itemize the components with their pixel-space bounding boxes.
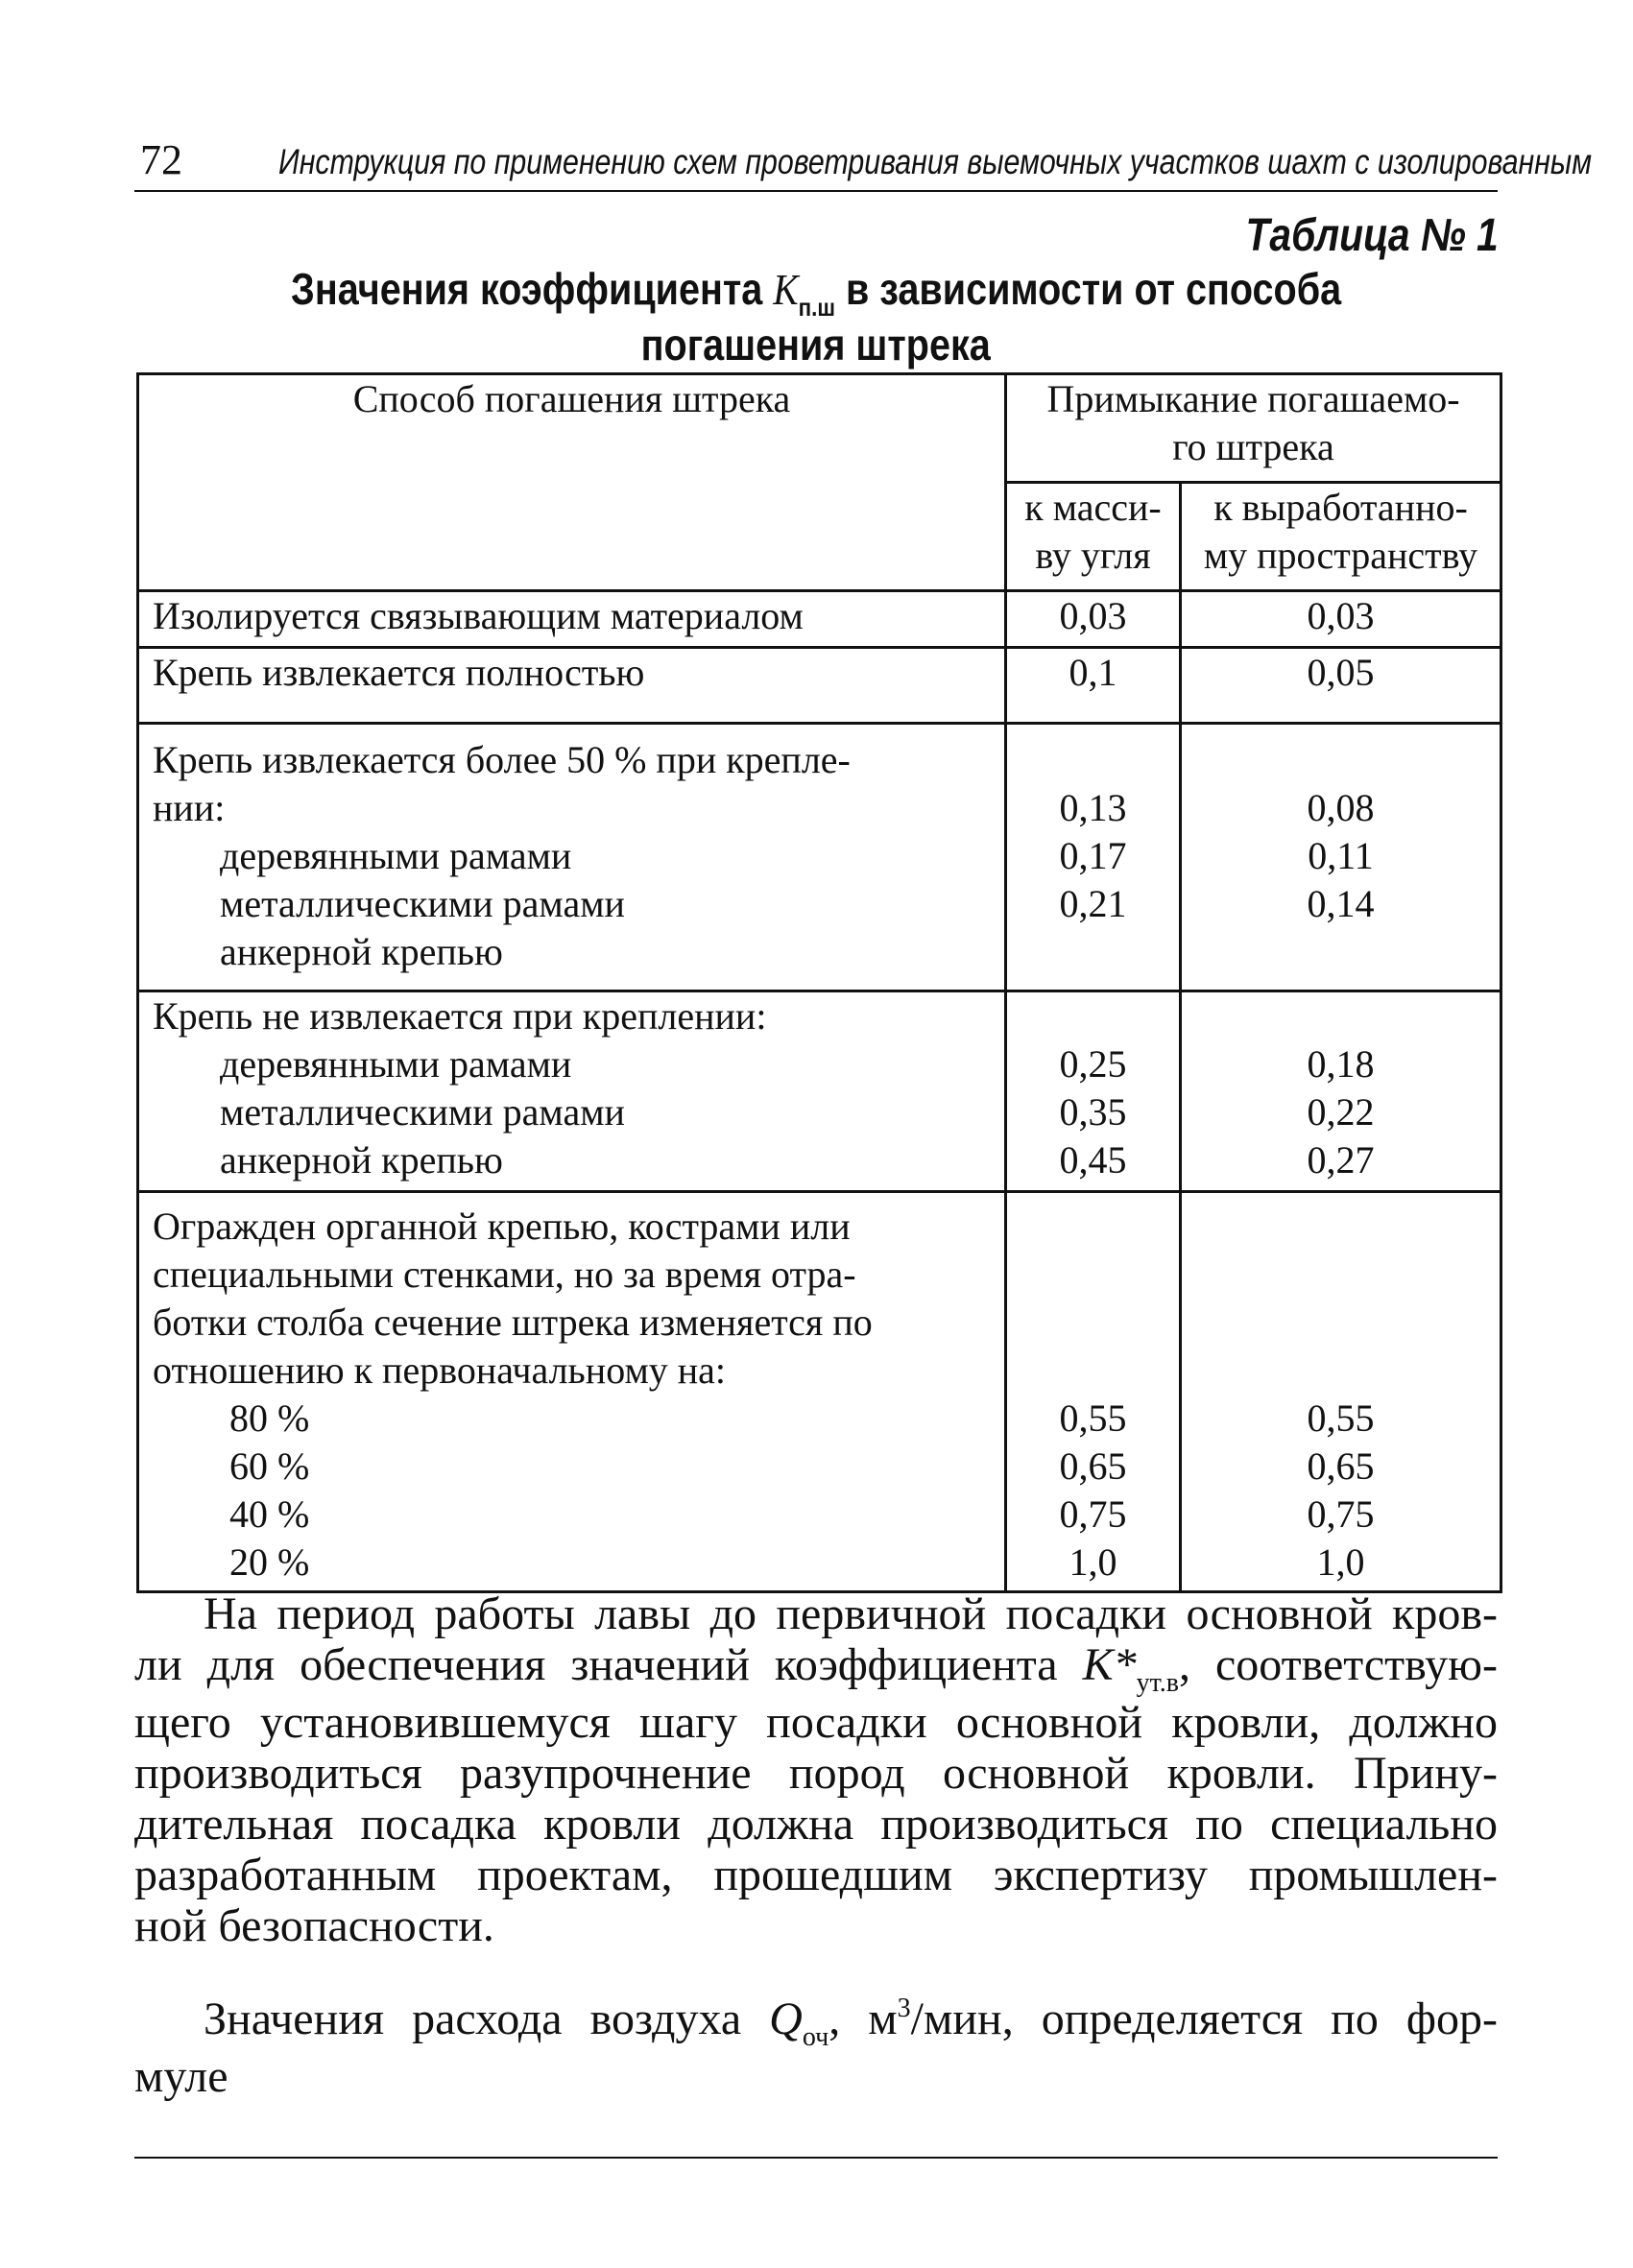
value: 1,0	[1069, 1540, 1117, 1584]
coefficient-subscript: п.ш	[798, 293, 835, 322]
airflow-subscript: оч	[802, 2022, 829, 2052]
paragraph-text: , соответствую-	[1178, 1639, 1499, 1690]
value: 1,0	[1316, 1540, 1365, 1584]
method-line: отношению к первоначальному на:	[153, 1349, 727, 1392]
method-cell	[138, 1192, 1006, 1592]
value: 0,13	[1059, 786, 1127, 829]
paragraph-text: , м	[829, 1993, 898, 2044]
paragraph-line: производиться разупрочнение пород основной кровли. Прину-	[134, 1748, 1498, 1799]
value: 0,05	[1307, 651, 1375, 694]
value: 0,11	[1308, 834, 1374, 877]
header-method	[138, 374, 1006, 591]
value: 0,45	[1059, 1138, 1127, 1182]
value: 0,35	[1059, 1090, 1127, 1134]
method-line: Крепь не извлекается при креплении:	[153, 994, 767, 1038]
table-header-row	[138, 374, 1501, 483]
caption-text-pre: Значения коэффициента	[290, 264, 763, 314]
paragraph-line	[134, 1639, 1498, 1697]
table-row	[138, 991, 1501, 1192]
worked-cell	[1181, 724, 1501, 991]
running-header-title: Инструкция по применению схем проветривания выемочных участков шахт с изолированным	[278, 142, 1593, 181]
coefficient-subscript: ут.в	[1136, 1668, 1179, 1698]
table-label: Таблица № 1	[1245, 210, 1499, 261]
header-massif-line1: к масси-	[1024, 486, 1162, 529]
unit-superscript: 3	[897, 1993, 911, 2023]
value: 0,18	[1307, 1042, 1375, 1086]
worked-cell	[1181, 591, 1501, 648]
value: 0,65	[1059, 1444, 1127, 1488]
header-massif	[1006, 483, 1181, 591]
paragraph-line: ной безопасности.	[134, 1900, 494, 1951]
value: 0,1	[1069, 651, 1117, 694]
worked-cell	[1181, 1192, 1501, 1592]
method-line: Крепь извлекается более 50 % при крепле-	[153, 738, 851, 781]
value: 0,27	[1307, 1138, 1375, 1182]
paragraph-line: муле	[134, 2051, 228, 2102]
coefficient-table	[136, 372, 1502, 1593]
massif-cell	[1006, 724, 1181, 991]
method-line: специальными стенками, но за время отра-	[153, 1253, 856, 1296]
method-cell	[138, 991, 1006, 1192]
method-subline: анкерной крепью	[220, 1138, 503, 1182]
running-header	[134, 134, 1593, 192]
method-subline: деревянными рамами	[220, 1042, 572, 1086]
paragraph-line: На период работы лавы до первичной посадки основной кров-	[204, 1588, 1498, 1639]
value: 0,21	[1059, 882, 1127, 925]
value: 0,03	[1307, 594, 1375, 637]
table-caption	[134, 264, 1498, 321]
method-line: Изолируется связывающим материалом	[153, 594, 804, 637]
method-subline: 40 %	[229, 1492, 310, 1536]
method-line: ботки столба сечение штрека изменяется по	[153, 1301, 873, 1344]
header-adjacency	[1006, 374, 1501, 483]
header-worked-line1: к выработанно-	[1213, 486, 1468, 529]
value: 0,65	[1307, 1444, 1375, 1488]
paragraph-line: щего установившемуся шагу посадки основной кровли, должно	[134, 1697, 1498, 1748]
worked-cell	[1181, 991, 1501, 1192]
table-caption-line2	[134, 320, 1498, 370]
method-subline: деревянными рамами	[220, 834, 572, 877]
method-cell	[138, 591, 1006, 648]
massif-cell	[1006, 991, 1181, 1192]
value: 0,03	[1059, 594, 1127, 637]
table-row	[138, 1192, 1501, 1592]
massif-cell	[1006, 1192, 1181, 1592]
method-line: Крепь извлекается полностью	[153, 651, 645, 694]
table-row	[138, 648, 1501, 724]
body-paragraph-1	[134, 1588, 1498, 1951]
method-line: Огражден органной крепью, кострами или	[153, 1205, 851, 1248]
method-subline: металлическими рамами	[220, 882, 625, 925]
caption-text-post: в зависимости от способа	[845, 264, 1342, 314]
method-subline: 80 %	[229, 1397, 310, 1440]
worked-cell	[1181, 648, 1501, 724]
table-row	[138, 724, 1501, 991]
body-paragraph-2	[134, 1993, 1498, 2102]
value: 0,25	[1059, 1042, 1127, 1086]
value: 0,75	[1307, 1492, 1375, 1536]
caption-line2: погашения штрека	[640, 320, 992, 370]
value: 0,08	[1307, 786, 1375, 829]
method-subline: анкерной крепью	[220, 930, 503, 973]
method-cell	[138, 648, 1006, 724]
value: 0,22	[1307, 1090, 1375, 1134]
value: 0,14	[1307, 882, 1375, 925]
massif-cell	[1006, 648, 1181, 724]
airflow-symbol: Q	[769, 1993, 803, 2044]
table-row	[138, 591, 1501, 648]
method-subline: 20 %	[229, 1540, 310, 1584]
method-line: нии:	[153, 786, 226, 829]
header-massif-line2: ву угля	[1035, 534, 1151, 577]
coefficient-symbol: K	[773, 265, 799, 314]
paragraph-line	[134, 1993, 1498, 2051]
paragraph-text: /мин, определяется по фор-	[910, 1993, 1498, 2044]
method-cell	[138, 724, 1006, 991]
method-subline: 60 %	[229, 1444, 310, 1488]
header-adjacency-line1: Примыкание погашаемо-	[1046, 377, 1460, 420]
method-subline: металлическими рамами	[220, 1090, 625, 1134]
header-method-label: Способ погашения штрека	[352, 377, 791, 420]
value: 0,55	[1059, 1397, 1127, 1440]
paragraph-text: Значения расхода воздуха	[204, 1993, 770, 2044]
paragraph-line: разработанным проектам, прошедшим экспертизу промышлен-	[134, 1850, 1498, 1900]
value: 0,55	[1307, 1397, 1375, 1440]
header-adjacency-line2: го штрека	[1172, 425, 1334, 468]
header-worked	[1181, 483, 1501, 591]
bottom-divider	[134, 2157, 1498, 2159]
value: 0,17	[1059, 834, 1127, 877]
coefficient-symbol: K*	[1082, 1639, 1137, 1690]
page-number: 72	[140, 136, 182, 183]
massif-cell	[1006, 591, 1181, 648]
header-worked-line2: му пространству	[1203, 534, 1478, 577]
paragraph-text: ли для обеспечения значений коэффициента	[134, 1639, 1083, 1690]
paragraph-line: дительная посадка кровли должна производиться по специально	[134, 1799, 1498, 1850]
value: 0,75	[1059, 1492, 1127, 1536]
